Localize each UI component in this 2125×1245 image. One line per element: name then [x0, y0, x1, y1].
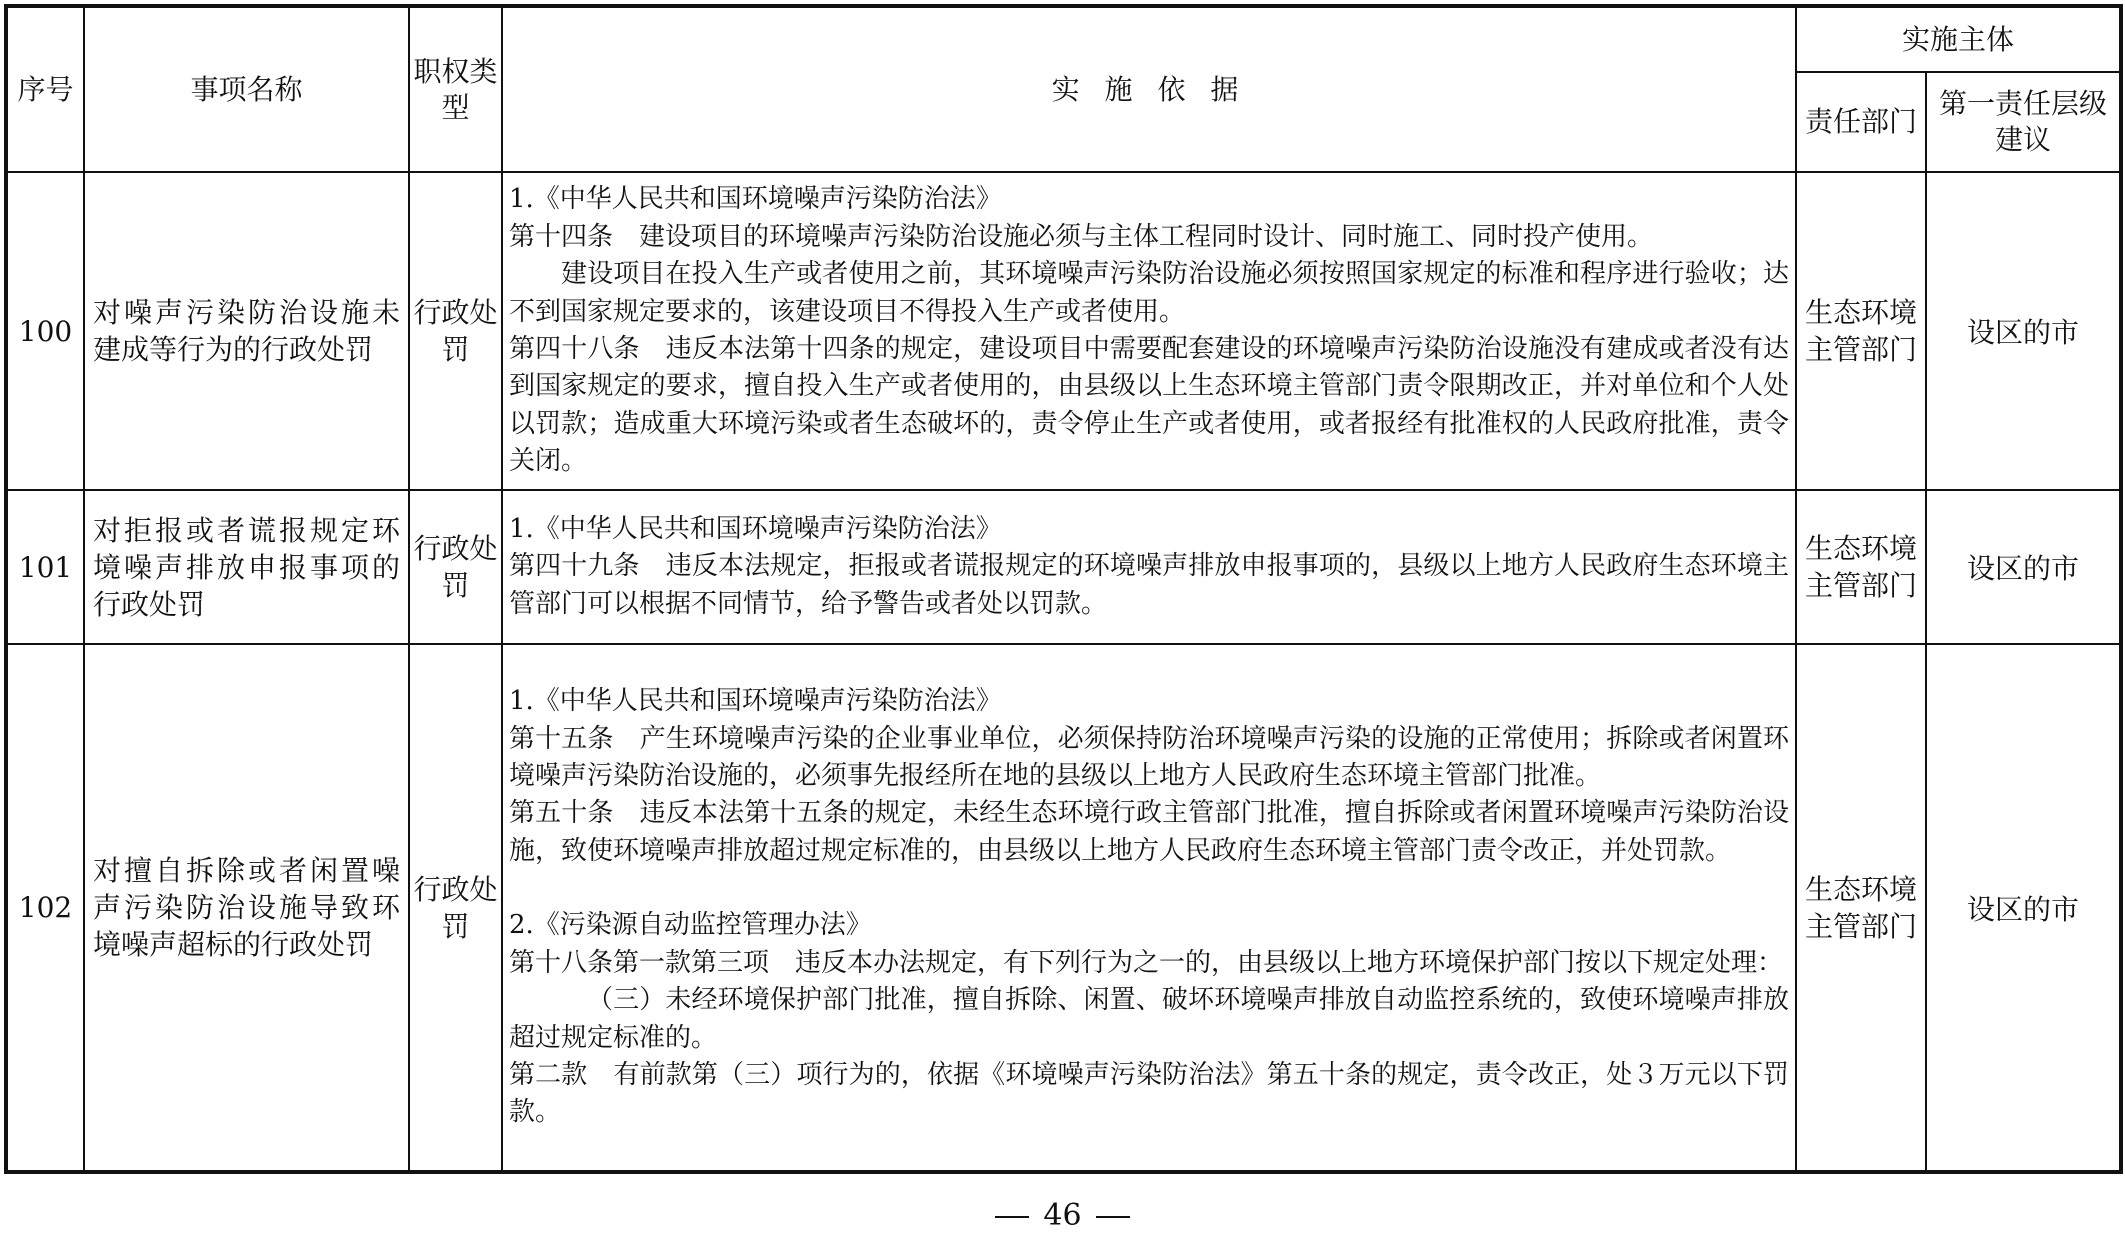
header-index: 序号 [6, 6, 84, 172]
header-name: 事项名称 [84, 6, 409, 172]
table-row [6, 490, 2121, 644]
row-basis [502, 490, 1796, 644]
basis-article: 第十八条第一款第三项 违反本办法规定，有下列行为之一的，由县级以上地方环境保护部门按以下规定处理： [509, 947, 1784, 978]
footer-dash-left [995, 1216, 1029, 1218]
basis-article: 第十五条 产生环境噪声污染的企业事业单位，必须保持防治环境噪声污染的设施的正常使用；拆除或者闲置环境噪声污染防治设施的，必须事先报经所在地的县级以上地方人民政府生态环境主管部门批准。 [509, 723, 1789, 792]
basis-law-title: 1.《中华人民共和国环境噪声污染防治法》 [509, 184, 1002, 215]
document-sheet [4, 4, 2119, 1174]
header-level: 第一责任层级建议 [1926, 72, 2121, 172]
row-index: 102 [6, 644, 84, 1172]
page-number: 46 [1043, 1198, 1082, 1233]
row-index: 101 [6, 490, 84, 644]
basis-article: （三）未经环境保护部门批准，擅自拆除、闲置、破坏环境噪声排放自动监控系统的，致使环境噪声排放超过规定标准的。 [509, 985, 1789, 1053]
basis-article: 第四十九条 违反本法规定，拒报或者谎报规定的环境噪声排放申报事项的，县级以上地方人民政府生态环境主管部门可以根据不同情节，给予警告或者处以罚款。 [509, 551, 1789, 619]
row-level: 设区的市 [1926, 644, 2121, 1172]
table-body [6, 172, 2121, 1172]
header-subject: 实施主体 [1796, 6, 2121, 72]
basis-article: 第二款 有前款第（三）项行为的，依据《环境噪声污染防治法》第五十条的规定，责令改正，处３万元以下罚款。 [509, 1059, 1789, 1128]
basis-article: 建设项目在投入生产或者使用之前，其环境噪声污染防治设施必须按照国家规定的标准和程序进行验收；达不到国家规定要求的，该建设项目不得投入生产或者使用。 [509, 259, 1789, 327]
row-name: 对擅自拆除或者闲置噪声污染防治设施导致环境噪声超标的行政处罚 [84, 644, 409, 1172]
page-footer [0, 1198, 2125, 1233]
header-dept: 责任部门 [1796, 72, 1926, 172]
table-header [6, 6, 2121, 172]
row-basis [502, 172, 1796, 490]
row-type: 行政处罚 [409, 644, 502, 1172]
footer-dash-right [1096, 1216, 1130, 1218]
row-name: 对拒报或者谎报规定环境噪声排放申报事项的行政处罚 [84, 490, 409, 644]
basis-article: 第四十八条 违反本法第十四条的规定，建设项目中需要配套建设的环境噪声污染防治设施没有建成或者没有达到国家规定的要求，擅自投入生产或者使用的，由县级以上生态环境主管部门责令限期改正，并对单位和个人处以罚款；造成重大环境污染或者生态破坏的，责令停止生产或者使用，或者报经有批准权的人民政府批准，责令关闭。 [509, 334, 1789, 477]
basis-law-title: 1.《中华人民共和国环境噪声污染防治法》 [509, 513, 1002, 544]
row-dept: 生态环境主管部门 [1796, 172, 1926, 490]
row-dept: 生态环境主管部门 [1796, 644, 1926, 1172]
row-type: 行政处罚 [409, 172, 502, 490]
basis-article: 第五十条 违反本法第十五条的规定，未经生态环境行政主管部门批准，擅自拆除或者闲置环境噪声污染防治设施，致使环境噪声排放超过规定标准的，由县级以上地方人民政府生态环境主管部门责令改正，并处罚款。 [509, 798, 1789, 866]
table-row [6, 172, 2121, 490]
row-dept: 生态环境主管部门 [1796, 490, 1926, 644]
enforcement-table [4, 4, 2123, 1174]
basis-law-title: 1.《中华人民共和国环境噪声污染防治法》 [509, 686, 1002, 717]
row-type: 行政处罚 [409, 490, 502, 644]
row-level: 设区的市 [1926, 172, 2121, 490]
basis-law-title: 2.《污染源自动监控管理办法》 [509, 910, 872, 941]
row-level: 设区的市 [1926, 490, 2121, 644]
row-index: 100 [6, 172, 84, 490]
header-basis: 实 施 依 据 [502, 6, 1796, 172]
row-name: 对噪声污染防治设施未建成等行为的行政处罚 [84, 172, 409, 490]
table-row [6, 644, 2121, 1172]
header-type: 职权类型 [409, 6, 502, 172]
basis-article: 第十四条 建设项目的环境噪声污染防治设施必须与主体工程同时设计、同时施工、同时投产使用。 [509, 221, 1654, 252]
row-basis [502, 644, 1796, 1172]
